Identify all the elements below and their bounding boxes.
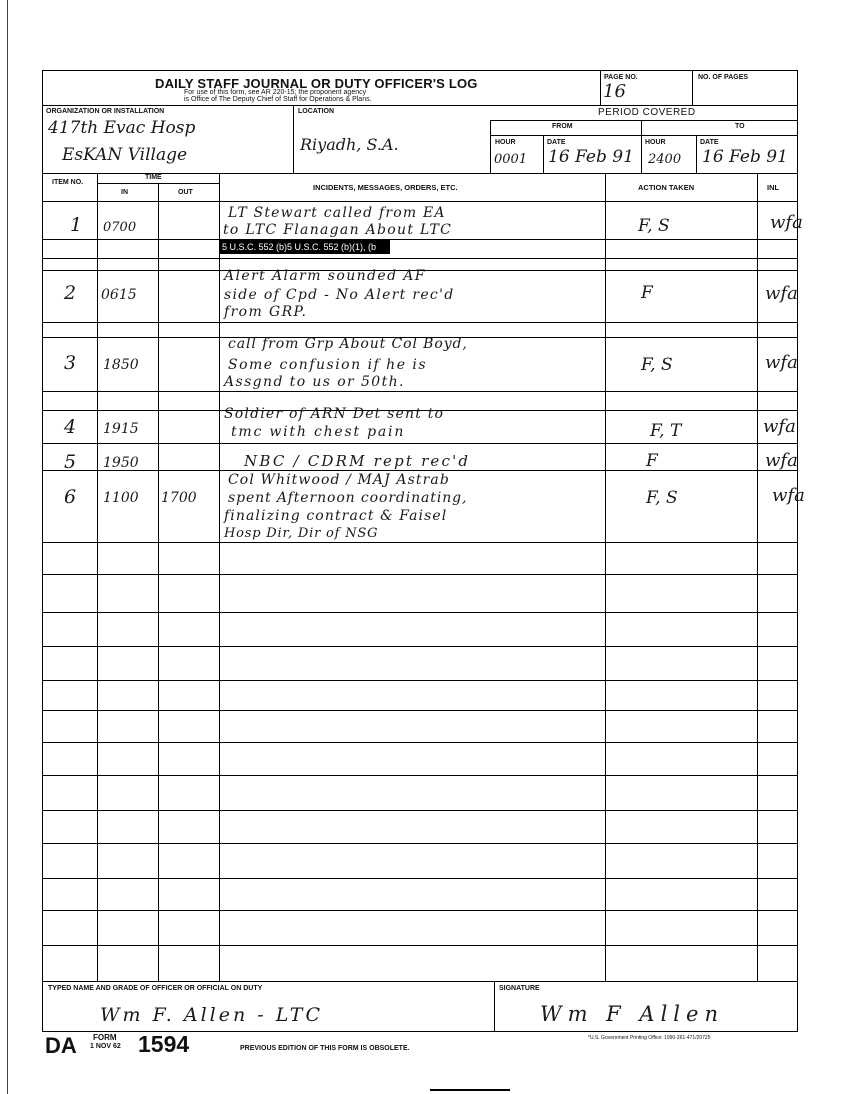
entry-1-item: 1 (70, 214, 83, 236)
signature-label: SIGNATURE (499, 985, 540, 992)
entry-6-action: F, S (646, 488, 678, 508)
entry-3-time-in: 1850 (103, 357, 139, 373)
entry-3-action: F, S (641, 355, 673, 375)
entry-1-action: F, S (638, 216, 670, 236)
to-hour-value: 2400 (648, 152, 682, 167)
entry-1-line-1: LT Stewart called from EA (228, 205, 446, 221)
grid-rule (42, 775, 798, 776)
grid-rule (42, 710, 798, 711)
organization-line-2: EsKAN Village (62, 145, 188, 165)
entry-6-time-in: 1100 (103, 490, 139, 506)
previous-edition-note: PREVIOUS EDITION OF THIS FORM IS OBSOLETE. (240, 1045, 410, 1052)
form-da: DA (45, 1033, 77, 1058)
entry-3-line-3: Assgnd to us or 50th. (224, 374, 405, 390)
entry-5-item: 5 (64, 451, 77, 473)
col-item-header: ITEM NO. (52, 179, 84, 186)
no-of-pages-label: NO. OF PAGES (698, 74, 749, 81)
grid-rule (42, 322, 798, 323)
typed-name-value: Wm F. Allen - LTC (100, 1004, 324, 1026)
from-date-value: 16 Feb 91 (548, 147, 634, 167)
form-word: FORM (93, 1033, 117, 1042)
entry-2-item: 2 (64, 282, 77, 304)
grid-rule (42, 239, 798, 240)
grid-rule (42, 470, 798, 471)
form-subtitle-2: is Office of The Deputy Chief of Staff for Operations & Plans. (184, 96, 372, 103)
entry-2-line-3: from GRP. (224, 304, 308, 320)
signature: Wm F Allen (540, 1002, 724, 1026)
entry-5-action: F (646, 451, 658, 471)
page-no-label: PAGE NO. (604, 74, 638, 81)
entry-5-time-in: 1950 (103, 455, 139, 471)
entry-2-line-1: Alert Alarm sounded AF (224, 268, 426, 284)
typed-name-label: TYPED NAME AND GRADE OF OFFICER OR OFFICIAL ON DUTY (48, 985, 263, 992)
form-subtitle-1: For use of this form, see AR 220-15; the proponent agency (184, 89, 367, 96)
form-date: 1 NOV 62 (90, 1043, 121, 1050)
entry-4-line-2: tmc with chest pain (231, 424, 406, 440)
to-label: TO (735, 123, 745, 130)
entry-4-time-in: 1915 (103, 421, 139, 437)
scan-bottom-mark (430, 1089, 510, 1091)
col-inl-header: INL (767, 183, 780, 192)
grid-rule (42, 945, 798, 946)
form-number: 1594 (138, 1031, 190, 1057)
entry-4-item: 4 (64, 416, 77, 438)
to-date-value: 16 Feb 91 (702, 147, 788, 167)
col-time-header: TIME (145, 174, 162, 181)
grid-rule (42, 258, 798, 259)
entry-6-time-out: 1700 (161, 490, 197, 506)
col-in-header: IN (121, 189, 128, 196)
grid-rule (42, 878, 798, 879)
entry-1-initials: wfa (770, 212, 803, 233)
grid-rule (42, 910, 798, 911)
entry-6-initials: wfa (772, 485, 805, 506)
scan-left-edge-line (7, 0, 8, 1094)
entry-2-line-2: side of Cpd - No Alert rec'd (224, 287, 455, 303)
entry-6-line-1: Col Whitwood / MAJ Astrab (228, 472, 450, 488)
grid-rule (42, 574, 798, 575)
entry-5-line-1: NBC / CDRM rept rec'd (244, 452, 471, 470)
redaction-block: 5 U.S.C. 552 (b)5 U.S.C. 552 (b)(1), (b (220, 240, 390, 254)
grid-rule (42, 646, 798, 647)
grid-rule (42, 443, 798, 444)
from-date-label: DATE (547, 139, 566, 146)
entry-3-initials: wfa (765, 352, 798, 373)
grid-rule (42, 742, 798, 743)
period-covered-label: PERIOD COVERED (598, 107, 696, 118)
entry-6-line-3: finalizing contract & Faisel (224, 508, 448, 524)
location-label: LOCATION (298, 108, 335, 115)
entry-6-item: 6 (64, 486, 77, 508)
grid-rule (42, 680, 798, 681)
to-date-label: DATE (700, 139, 719, 146)
entry-3-item: 3 (64, 352, 77, 374)
col-action-header: ACTION TAKEN (638, 183, 695, 192)
form-title: DAILY STAFF JOURNAL OR DUTY OFFICER'S LOG (155, 76, 478, 91)
page-no-value: 16 (603, 81, 626, 102)
entry-3-line-2: Some confusion if he is (228, 357, 428, 373)
grid-rule (42, 391, 798, 392)
from-label: FROM (552, 123, 573, 130)
grid-rule (42, 612, 798, 613)
grid-rule (42, 843, 798, 844)
grid-rule (42, 810, 798, 811)
organization-label: ORGANIZATION OR INSTALLATION (46, 108, 165, 115)
to-hour-label: HOUR (645, 139, 666, 146)
from-hour-value: 0001 (494, 152, 528, 167)
entry-2-initials: wfa (765, 283, 798, 304)
organization-line-1: 417th Evac Hosp (48, 118, 196, 138)
col-out-header: OUT (178, 189, 193, 196)
entry-2-time-in: 0615 (101, 287, 137, 303)
grid-rule (42, 542, 798, 543)
entry-3-line-1: call from Grp About Col Boyd, (228, 336, 468, 352)
entry-6-line-2: spent Afternoon coordinating, (228, 490, 468, 506)
entry-2-action: F (641, 283, 653, 303)
entry-1-time-in: 0700 (103, 220, 137, 235)
entry-4-action: F, T (650, 421, 682, 441)
entry-6-line-4: Hosp Dir, Dir of NSG (224, 526, 379, 541)
location-value: Riyadh, S.A. (300, 135, 399, 154)
from-hour-label: HOUR (495, 139, 516, 146)
entry-4-initials: wfa (763, 416, 796, 437)
gpo-imprint: *U.S. Government Printing Office: 1990-261-471/20725 (588, 1035, 711, 1041)
entry-5-initials: wfa (765, 450, 798, 471)
col-incidents-header: INCIDENTS, MESSAGES, ORDERS, ETC. (313, 183, 458, 192)
entry-1-line-2: to LTC Flanagan About LTC (223, 222, 453, 238)
entry-4-line-1: Soldier of ARN Det sent to (224, 406, 445, 422)
